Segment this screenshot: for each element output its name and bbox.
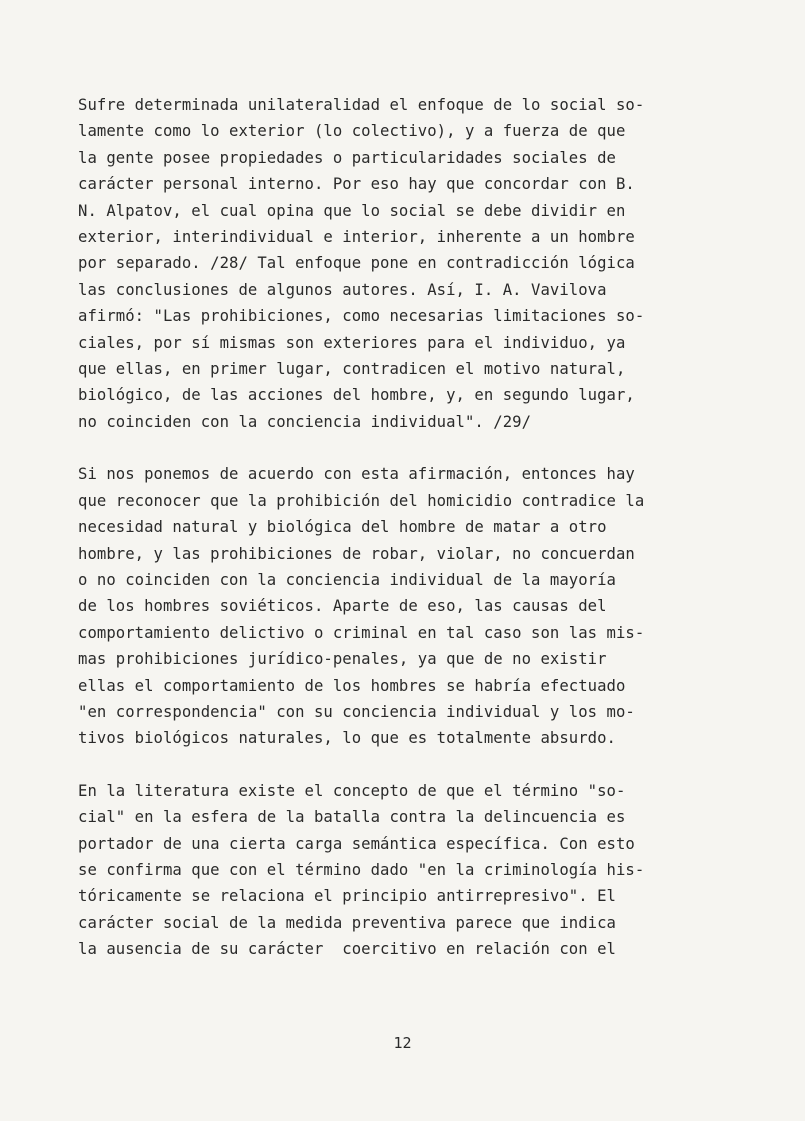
text-line: comportamiento delictivo o criminal en tal caso son las mis- bbox=[78, 623, 645, 642]
text-line: Sufre determinada unilateralidad el enfoque de lo social so- bbox=[78, 96, 645, 114]
text-line: que ellas, en primer lugar, contradicen el motivo natural, bbox=[78, 360, 626, 379]
paragraph-3 bbox=[78, 778, 755, 963]
text-line: que reconocer que la prohibición del homicidio contradice la bbox=[78, 491, 645, 510]
text-line: hombre, y las prohibiciones de robar, violar, no concuerdan bbox=[78, 544, 635, 563]
text-line: "en correspondencia" con su conciencia individual y los mo- bbox=[78, 702, 635, 721]
text-line: Si nos ponemos de acuerdo con esta afirmación, entonces hay bbox=[78, 465, 635, 484]
text-line: se confirma que con el término dado "en la criminología his- bbox=[78, 860, 645, 879]
text-line: necesidad natural y biológica del hombre de matar a otro bbox=[78, 518, 607, 537]
text-line: ellas el comportamiento de los hombres se habría efectuado bbox=[78, 676, 626, 695]
text-line: tivos biológicos naturales, lo que es totalmente absurdo. bbox=[78, 729, 616, 748]
text-line: no coinciden con la conciencia individual". /29/ bbox=[78, 412, 532, 431]
text-line: En la literatura existe el concepto de que el término "so- bbox=[78, 781, 626, 800]
text-line: la ausencia de su carácter coercitivo en relación con el bbox=[78, 940, 616, 959]
page-number: 12 bbox=[393, 1034, 412, 1052]
paragraph-1 bbox=[78, 92, 755, 435]
text-line: biológico, de las acciones del hombre, y, en segundo lugar, bbox=[78, 386, 635, 405]
text-line: afirmó: "Las prohibiciones, como necesarias limitaciones so- bbox=[78, 307, 645, 326]
text-line: las conclusiones de algunos autores. Así, I. A. Vavilova bbox=[78, 280, 607, 299]
text-line: mas prohibiciones jurídico-penales, ya que de no existir bbox=[78, 650, 607, 669]
text-line: carácter social de la medida preventiva parece que indica bbox=[78, 913, 616, 932]
text-line: cial" en la esfera de la batalla contra la delincuencia es bbox=[78, 808, 626, 827]
text-line: la gente posee propiedades o particularidades sociales de bbox=[78, 148, 616, 167]
text-line: exterior, interindividual e interior, inherente a un hombre bbox=[78, 228, 635, 247]
text-line: portador de una cierta carga semántica específica. Con esto bbox=[78, 834, 635, 853]
text-line: de los hombres soviéticos. Aparte de eso, las causas del bbox=[78, 597, 607, 616]
text-line: lamente como lo exterior (lo colectivo), y a fuerza de que bbox=[78, 122, 626, 141]
text-line: tóricamente se relaciona el principio antirrepresivo". El bbox=[78, 887, 616, 906]
paragraph-2 bbox=[78, 461, 755, 751]
text-line: por separado. /28/ Tal enfoque pone en contradicción lógica bbox=[78, 254, 635, 273]
text-line: N. Alpatov, el cual opina que lo social se debe dividir en bbox=[78, 201, 626, 220]
text-line: o no coinciden con la conciencia individual de la mayoría bbox=[78, 570, 616, 589]
text-line: ciales, por sí mismas son exteriores para el individuo, ya bbox=[78, 333, 626, 352]
text-line: carácter personal interno. Por eso hay que concordar con B. bbox=[78, 175, 635, 194]
